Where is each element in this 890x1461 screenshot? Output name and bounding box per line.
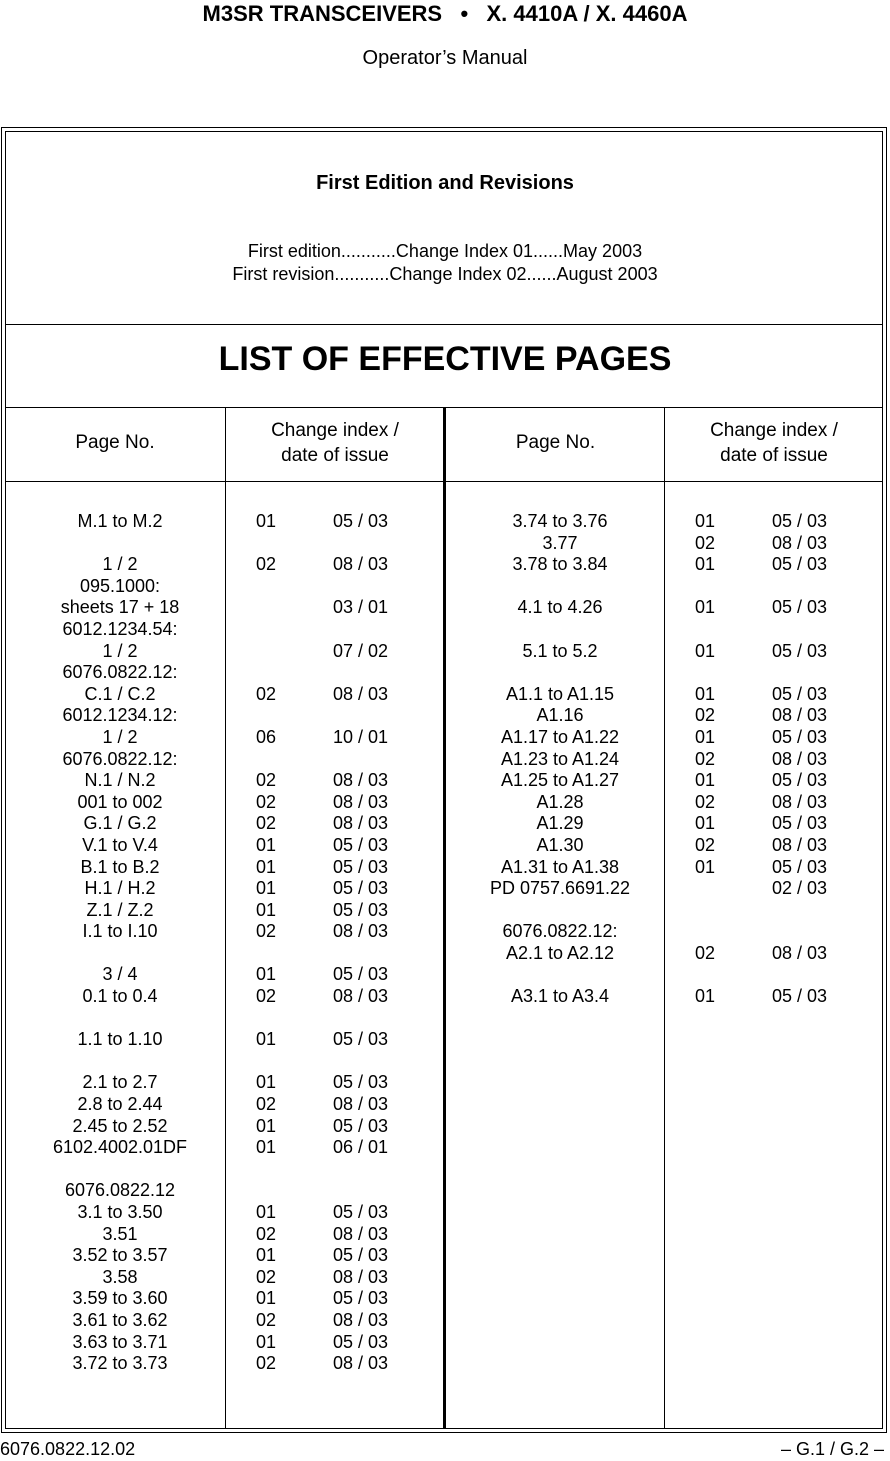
divider-revisions [5,324,883,325]
list-row [5,1332,445,1354]
page-number: A1.28 [536,791,584,812]
page-number: 3.1 to 3.50 [77,1202,163,1222]
list-row [5,1288,445,1310]
page-number: A1.31 to A1.38 [500,856,620,877]
list-row [447,662,883,684]
change-index: 01 [256,1288,277,1309]
page-number: A2.1 to A2.12 [505,942,615,963]
change-index: 02 [256,921,277,942]
issue-date: 08 / 03 [333,813,389,834]
page-number: V.1 to V.4 [82,834,158,855]
issue-date: 08 / 03 [333,1353,389,1374]
issue-date: 05 / 03 [772,640,828,661]
col-header-change-index-left-line2: date of issue [281,445,389,466]
list-row [5,641,445,663]
issue-date: 05 / 03 [333,834,389,855]
change-index: 02 [695,748,716,769]
left-page-list [5,511,445,1375]
list-row [5,986,445,1008]
issue-date: 02 / 03 [772,878,828,899]
list-row [447,554,883,576]
page-number: A1.1 to A1.15 [505,683,615,704]
page-number: 1 / 2 [102,554,138,575]
list-row [5,749,445,771]
page-number: 1 / 2 [102,726,138,747]
page-number: H.1 / H.2 [84,878,156,899]
list-row [5,1180,445,1202]
issue-date: 06 / 01 [333,1137,389,1158]
list-row [447,749,883,771]
change-index: 06 [256,726,277,747]
change-index: 01 [256,878,277,899]
issue-date: 05 / 03 [772,683,828,704]
change-index: 02 [256,791,277,812]
list-row [5,1267,445,1289]
issue-date: 05 / 03 [333,878,389,899]
page-number: A1.30 [536,834,584,855]
list-row [5,533,445,555]
page-number: 3.61 to 3.62 [72,1309,168,1330]
page-number: 5.1 to 5.2 [522,640,598,661]
page-number: A1.16 [536,705,584,726]
page-number: I.1 to I.10 [82,921,158,942]
list-row [5,857,445,879]
issue-date: 05 / 03 [772,986,828,1007]
revision-line-first-edition: First edition...........Change Index 01......May 2003 [247,241,643,261]
page-number: 6102.4002.01DF [52,1137,188,1158]
col-header-change-index-right-line2: date of issue [720,445,828,466]
col-header-change-index-left-line1: Change index / [271,420,399,441]
list-row [447,533,883,555]
page-number: 6076.0822.12: [62,748,178,769]
page-number: PD 0757.6691.22 [489,878,631,899]
list-row [447,986,883,1008]
page-number: A1.17 to A1.22 [500,726,620,747]
issue-date: 08 / 03 [333,1223,389,1244]
list-row [447,727,883,749]
change-index: 02 [256,1309,277,1330]
list-row [5,964,445,986]
list-row [5,1353,445,1375]
list-row [447,770,883,792]
issue-date: 05 / 03 [772,597,828,618]
change-index: 01 [256,1029,277,1050]
list-row [447,619,883,641]
issue-date: 08 / 03 [772,748,828,769]
change-index: 01 [256,856,277,877]
issue-date: 05 / 03 [772,856,828,877]
change-index: 02 [256,986,277,1007]
list-row [447,921,883,943]
list-row [5,943,445,965]
page-number: 2.45 to 2.52 [72,1115,168,1136]
change-index: 01 [256,1245,277,1266]
list-row [447,878,883,900]
list-row [5,684,445,706]
change-index: 01 [695,986,716,1007]
issue-date: 05 / 03 [333,1115,389,1136]
page-number: 3.51 [102,1223,138,1244]
list-row [447,900,883,922]
issue-date: 05 / 03 [333,1245,389,1266]
change-index: 01 [256,964,277,985]
change-index: 01 [256,1202,277,1222]
page-number: sheets 17 + 18 [60,597,180,618]
page-number: Z.1 / Z.2 [86,899,154,920]
change-index: 01 [695,597,716,618]
revisions-title: First Edition and Revisions [316,172,574,194]
issue-date: 05 / 03 [333,1202,389,1222]
change-index: 01 [695,640,716,661]
change-index: 02 [256,683,277,704]
list-row [5,662,445,684]
list-row [447,813,883,835]
change-index: 01 [256,1137,277,1158]
change-index: 01 [256,1115,277,1136]
page-number: 3.78 to 3.84 [512,554,608,575]
issue-date: 08 / 03 [333,986,389,1007]
list-row [447,576,883,598]
list-row [5,597,445,619]
list-row [5,1159,445,1181]
issue-date: 05 / 03 [333,511,389,531]
list-row [5,813,445,835]
page-number: M.1 to M.2 [77,511,163,531]
page-number: 3.72 to 3.73 [72,1353,168,1374]
change-index: 01 [695,856,716,877]
page-number: 3.58 [102,1266,138,1287]
page-number: 6076.0822.12: [502,921,618,942]
issue-date: 05 / 03 [772,726,828,747]
page-number: 1.1 to 1.10 [77,1029,163,1050]
list-row [447,943,883,965]
change-index: 01 [256,511,277,531]
issue-date: 08 / 03 [333,791,389,812]
list-row [447,511,883,533]
change-index: 02 [695,791,716,812]
change-index: 02 [256,554,277,575]
issue-date: 08 / 03 [772,532,828,553]
list-row [5,1094,445,1116]
page-number: C.1 / C.2 [84,683,156,704]
page-number: A1.29 [536,813,584,834]
list-row [447,684,883,706]
list-row [447,705,883,727]
page-number: 2.8 to 2.44 [77,1094,163,1115]
issue-date: 10 / 01 [333,726,389,747]
page-number: 001 to 002 [77,791,163,812]
change-index: 01 [256,899,277,920]
issue-date: 08 / 03 [333,683,389,704]
header-title: M3SR TRANSCEIVERS • X. 4410A / X. 4460A [202,1,688,26]
issue-date: 05 / 03 [333,1072,389,1093]
list-row [5,1029,445,1051]
list-row [5,1202,445,1224]
issue-date: 07 / 02 [333,640,389,661]
change-index: 02 [256,1266,277,1287]
change-index: 02 [695,532,716,553]
list-row [5,900,445,922]
change-index: 01 [256,1331,277,1352]
issue-date: 08 / 03 [333,1094,389,1115]
issue-date: 08 / 03 [772,834,828,855]
list-row [447,641,883,663]
change-index: 01 [695,726,716,747]
change-index: 02 [695,942,716,963]
page-number: 3.77 [542,532,578,553]
issue-date: 08 / 03 [772,705,828,726]
list-row [447,857,883,879]
issue-date: 08 / 03 [333,1309,389,1330]
list-row [447,835,883,857]
list-title: LIST OF EFFECTIVE PAGES [218,340,672,378]
page-number: A1.25 to A1.27 [500,770,620,791]
page-number: 4.1 to 4.26 [517,597,603,618]
page-number: 6012.1234.12: [62,705,178,726]
issue-date: 05 / 03 [333,1331,389,1352]
issue-date: 08 / 03 [333,1266,389,1287]
list-row [5,878,445,900]
footer-doc-number: 6076.0822.12.02 [0,1439,136,1459]
page-number: 3.59 to 3.60 [72,1288,168,1309]
page-number: 0.1 to 0.4 [82,986,158,1007]
col-header-page-no-left: Page No. [75,432,155,453]
list-row [5,1224,445,1246]
change-index: 02 [256,1094,277,1115]
page-number: 1 / 2 [102,640,138,661]
list-row [5,1072,445,1094]
revision-line-first-revision: First revision...........Change Index 02......August 2003 [232,264,658,284]
right-page-list [447,511,883,1008]
issue-date: 05 / 03 [772,770,828,791]
change-index: 01 [695,511,716,531]
page-number: 2.1 to 2.7 [82,1072,158,1093]
change-index: 01 [695,554,716,575]
page-number: 3 / 4 [102,964,138,985]
list-row [5,1245,445,1267]
list-row [5,1137,445,1159]
change-index: 01 [695,770,716,791]
issue-date: 03 / 01 [333,597,389,618]
list-row [5,727,445,749]
col-header-page-no-right: Page No. [515,432,596,453]
list-row [5,921,445,943]
change-index: 02 [256,813,277,834]
page-number: A3.1 to A3.4 [510,986,610,1007]
list-row [447,597,883,619]
list-row [5,554,445,576]
page-number: 6012.1234.54: [62,618,178,639]
issue-date: 05 / 03 [333,1029,389,1050]
footer-page-ref: – G.1 / G.2 – [780,1439,884,1459]
issue-date: 05 / 03 [333,856,389,877]
page-number: 095.1000: [79,575,161,596]
list-row [5,792,445,814]
list-row [447,964,883,986]
issue-date: 05 / 03 [772,511,828,531]
issue-date: 08 / 03 [772,791,828,812]
list-row [5,511,445,533]
issue-date: 08 / 03 [772,942,828,963]
list-row [5,705,445,727]
change-index: 01 [695,683,716,704]
issue-date: 05 / 03 [772,813,828,834]
change-index: 02 [256,1223,277,1244]
change-index: 02 [695,834,716,855]
list-row [5,1051,445,1073]
change-index: 02 [256,770,277,791]
list-row [5,1116,445,1138]
page-number: 6076.0822.12: [62,662,178,683]
issue-date: 05 / 03 [333,964,389,985]
list-row [5,835,445,857]
page-number: 3.52 to 3.57 [72,1245,168,1266]
issue-date: 08 / 03 [333,554,389,575]
page-number: 3.63 to 3.71 [72,1331,168,1352]
page-number: G.1 / G.2 [83,813,157,834]
change-index: 01 [256,834,277,855]
change-index: 02 [695,705,716,726]
list-row [5,770,445,792]
list-row [5,619,445,641]
col-header-change-index-left [226,418,444,468]
page-number: N.1 / N.2 [84,770,156,791]
page-number: 6076.0822.12 [64,1180,176,1201]
header-subtitle: Operator’s Manual [362,47,528,69]
page-number: 3.74 to 3.76 [512,511,608,531]
list-row [5,1310,445,1332]
change-index: 02 [256,1353,277,1374]
list-row [5,1008,445,1030]
page-number: B.1 to B.2 [80,856,160,877]
issue-date: 05 / 03 [333,899,389,920]
page-number: A1.23 to A1.24 [500,748,620,769]
col-header-change-index-right [665,418,883,468]
issue-date: 08 / 03 [333,770,389,791]
list-row [447,792,883,814]
issue-date: 08 / 03 [333,921,389,942]
issue-date: 05 / 03 [333,1288,389,1309]
change-index: 01 [695,813,716,834]
issue-date: 05 / 03 [772,554,828,575]
list-row [5,576,445,598]
change-index: 01 [256,1072,277,1093]
col-header-change-index-right-line1: Change index / [710,420,838,441]
